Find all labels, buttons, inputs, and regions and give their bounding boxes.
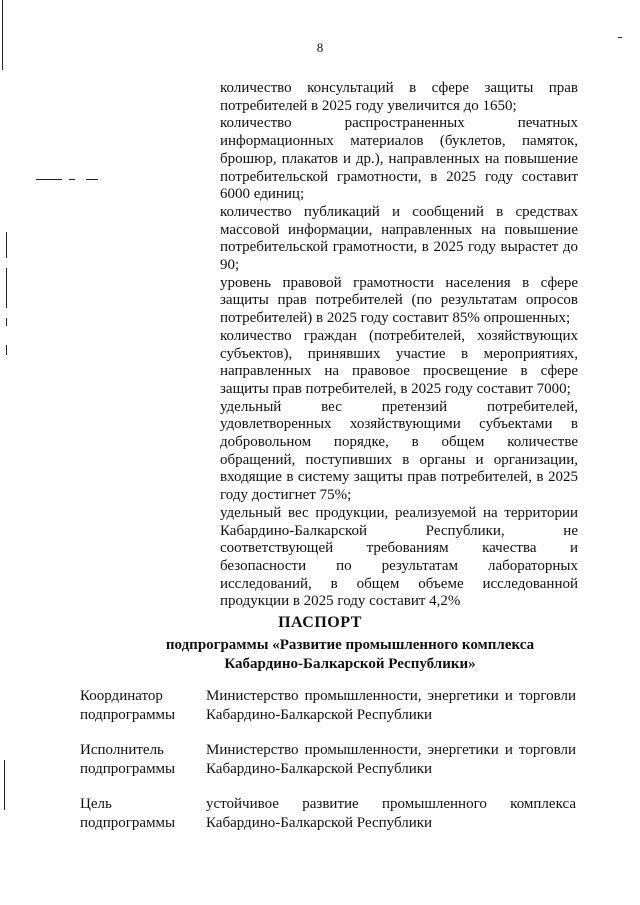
scan-artifact-dash (69, 179, 75, 180)
passport-title: ПАСПОРТ (278, 614, 362, 631)
passport-subtitle-line: Кабардино-Балкарской Республики» (224, 656, 476, 672)
page-number: 8 (316, 40, 324, 55)
passport-row-label (80, 795, 200, 833)
scan-artifact-dot (618, 37, 622, 38)
scan-artifact-line (4, 760, 5, 810)
passport-row-value: устойчивое развитие промышленного комплекса Кабардино-Балкарской Республики (206, 796, 576, 831)
passport-row-value: Министерство промышленности, энергетики и торговли Кабардино-Балкарской Республики (206, 742, 576, 777)
scan-artifact-dash (86, 179, 98, 180)
indicator-item: количество распространенных печатных информационных материалов (буклетов, памяток, брошюр, плакатов и др.), направленных на повышение потребительской грамотности, в 2025 году составит 6000 единиц; (220, 115, 578, 203)
label-line: подпрограммы (80, 761, 176, 777)
label-line: подпрограммы (80, 815, 176, 831)
scan-artifact-line (6, 318, 7, 326)
scan-artifact-line (6, 268, 7, 308)
indicator-item: количество публикаций и сообщений в средствах массовой информации, направленных на повышение потребительской грамотности, в 2025 году вырастет до 90; (220, 203, 578, 274)
scan-artifact-line (6, 232, 7, 258)
indicator-item: количество консультаций в сфере защиты прав потребителей в 2025 году увеличится до 1650; (220, 80, 578, 114)
indicator-item: уровень правовой грамотности населения в сфере защиты прав потребителей (по результатам опросов потребителей) в 2025 году составит 85% опрошенных; (220, 274, 578, 327)
indicator-item: количество граждан (потребителей, хозяйствующих субъектов), принявших участие в мероприятиях, направленных на правовое просвещение в сфере защиты прав потребителей, в 2025 году составит 7000; (220, 327, 578, 397)
indicator-list (220, 80, 578, 611)
label-line: Цель (80, 796, 112, 812)
scan-artifact-line (2, 0, 3, 70)
label-line: Координатор (80, 688, 163, 704)
scan-artifact-line (6, 345, 7, 355)
scan-artifact-dash (36, 179, 62, 180)
label-line: Исполнитель (80, 742, 164, 758)
indicator-item: удельный вес претензий потребителей, удовлетворенных хозяйствующими субъектами в добровольном порядке, в общем количестве обращений, поступивших в органы и организации, входящие в систему защиты прав потребителей, в 2025 году достигнет 75%; (220, 398, 578, 504)
passport-row-label (80, 741, 200, 779)
label-line: подпрограммы (80, 707, 176, 723)
passport-row-label (80, 687, 200, 725)
passport-subtitle (140, 636, 560, 674)
passport-subtitle-line: подпрограммы «Развитие промышленного комплекса (165, 637, 535, 653)
indicator-item: удельный вес продукции, реализуемой на территории Кабардино-Балкарской Республики, не соответствующей требованиям качества и безопасности по результатам лабораторных исследований, в общем объеме исследованной продукции в 2025 году составит 4,2% (220, 504, 578, 610)
passport-row-value: Министерство промышленности, энергетики и торговли Кабардино-Балкарской Республики (206, 688, 576, 723)
